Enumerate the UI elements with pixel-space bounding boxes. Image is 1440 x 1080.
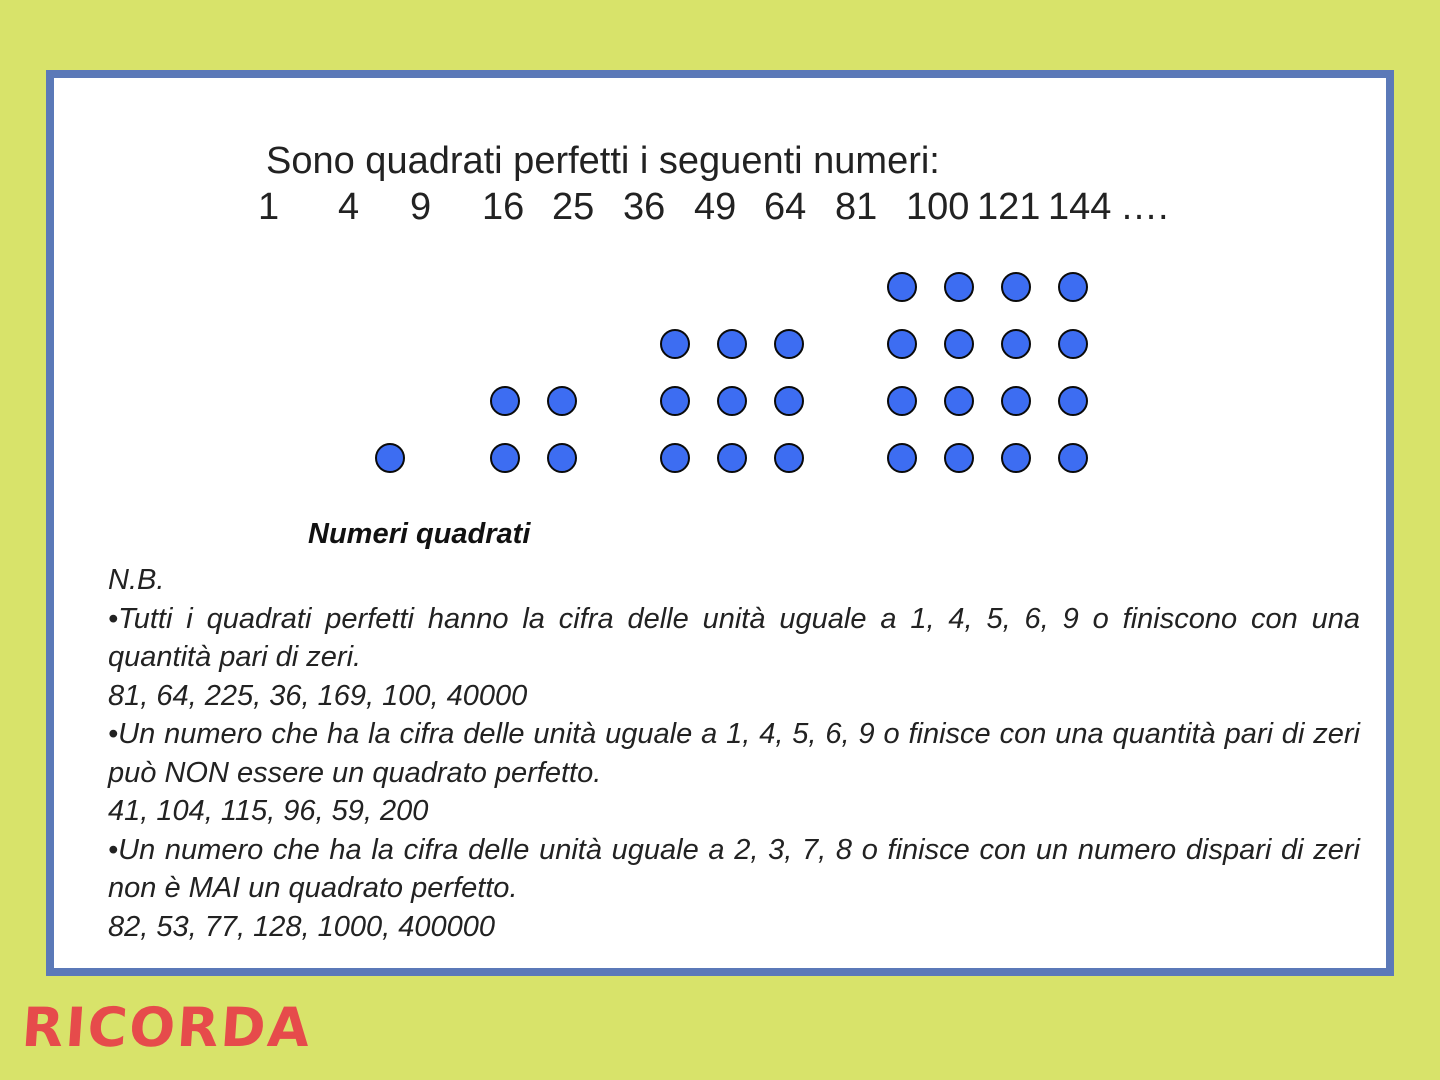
rule-1: •Tutti i quadrati perfetti hanno la cifra delle unità uguale a 1, 4, 5, 6, 9 o finiscono con una quantità pari di zeri.: [108, 602, 1360, 673]
square-dot: [1058, 272, 1088, 302]
number-item: 100: [906, 186, 970, 228]
square-dot: [660, 443, 690, 473]
square-dot: [944, 272, 974, 302]
number-item: 9: [410, 186, 432, 228]
square-dot: [1058, 386, 1088, 416]
square-dot: [660, 329, 690, 359]
example-1: 81, 64, 225, 36, 169, 100, 40000: [108, 679, 528, 712]
square-dot: [1058, 329, 1088, 359]
square-dot: [717, 443, 747, 473]
square-dot: [887, 272, 917, 302]
square-dot: [717, 386, 747, 416]
nb-label: N.B.: [108, 564, 165, 596]
square-dot: [1001, 272, 1031, 302]
square-dot: [717, 329, 747, 359]
number-item: 36: [623, 186, 666, 228]
number-item: 16: [482, 186, 525, 228]
ricorda-logo: RICORDA: [19, 996, 314, 1059]
number-item: 49: [694, 186, 737, 228]
square-dot: [547, 386, 577, 416]
figure-caption: Numeri quadrati: [308, 518, 531, 550]
square-dot: [490, 443, 520, 473]
rule-2: •Un numero che ha la cifra delle unità uguale a 1, 4, 5, 6, 9 o finisce con una quantità pari di zeri può NON essere un quadrato perfetto.: [108, 718, 1360, 789]
square-dot: [375, 443, 405, 473]
square-dot: [887, 329, 917, 359]
square-dot: [944, 386, 974, 416]
square-dot: [944, 329, 974, 359]
number-item: 25: [552, 186, 595, 228]
square-dot: [887, 386, 917, 416]
square-dot: [1001, 386, 1031, 416]
number-item: 121: [977, 186, 1041, 228]
rule-3: •Un numero che ha la cifra delle unità uguale a 2, 3, 7, 8 o finisce con un numero dispari di zeri non è MAI un quadrato perfetto.: [108, 833, 1360, 904]
number-item: 1: [258, 186, 280, 228]
heading: Sono quadrati perfetti i seguenti numeri:: [266, 140, 940, 182]
number-item: ….: [1120, 186, 1169, 228]
square-dot: [660, 386, 690, 416]
square-dot: [774, 386, 804, 416]
square-dot: [774, 329, 804, 359]
square-dot: [547, 443, 577, 473]
example-2: 41, 104, 115, 96, 59, 200: [108, 795, 429, 827]
square-dot: [490, 386, 520, 416]
square-dot: [944, 443, 974, 473]
number-item: 64: [764, 186, 807, 228]
square-dot: [1058, 443, 1088, 473]
number-item: 4: [338, 186, 360, 228]
number-item: 81: [835, 186, 878, 228]
square-dot: [1001, 329, 1031, 359]
square-dot: [887, 443, 917, 473]
number-item: 144: [1048, 186, 1112, 228]
square-dot: [774, 443, 804, 473]
example-3: 82, 53, 77, 128, 1000, 400000: [108, 910, 496, 943]
content-card: [46, 70, 1394, 976]
notes: [108, 561, 1360, 946]
square-dot: [1001, 443, 1031, 473]
